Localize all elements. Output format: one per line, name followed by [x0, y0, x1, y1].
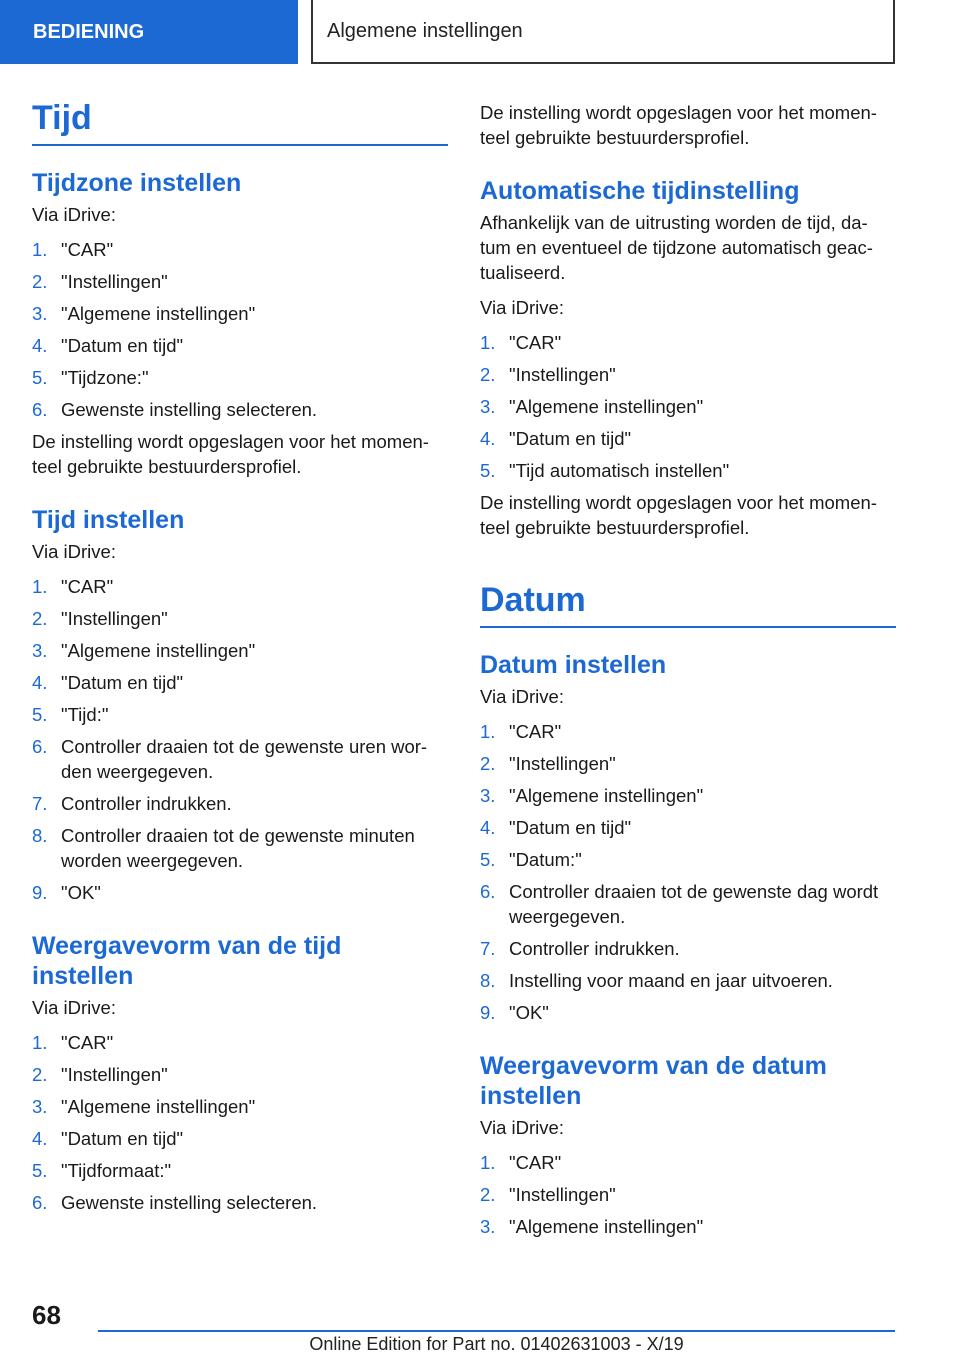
step-item	[32, 301, 448, 326]
heading-weergavevorm-tijd: Weergavevorm van de tijd instellen	[32, 932, 342, 990]
step-list	[32, 237, 448, 422]
step-text: "Algemene instellingen"	[509, 1216, 704, 1237]
step-text: "Tijdformaat:"	[61, 1160, 172, 1181]
step-item	[32, 606, 448, 631]
step-text: "OK"	[509, 1002, 549, 1023]
step-number: 1.	[32, 1032, 48, 1053]
step-text: "Tijd:"	[61, 704, 109, 725]
step-number: 6.	[32, 736, 48, 757]
step-number: 9.	[480, 1002, 496, 1023]
step-item	[32, 365, 448, 390]
step-number: 2.	[480, 364, 496, 385]
step-list	[480, 330, 896, 483]
intro-text: Via iDrive:	[32, 204, 116, 225]
step-text: "Datum en tijd"	[61, 335, 184, 356]
step-text: "CAR"	[509, 721, 562, 742]
step-number: 4.	[32, 335, 48, 356]
step-number: 2.	[480, 1184, 496, 1205]
step-number: 3.	[32, 640, 48, 661]
step-text: "Instellingen"	[61, 271, 168, 292]
step-text: Controller draaien tot de gewenste uren wor-den weergegeven.	[61, 736, 428, 782]
step-item	[32, 397, 448, 422]
step-item	[480, 968, 896, 993]
intro-text: Via iDrive:	[480, 686, 564, 707]
step-text: "Algemene instellingen"	[61, 640, 256, 661]
step-text: "Tijdzone:"	[61, 367, 149, 388]
step-text: "Algemene instellingen"	[509, 785, 704, 806]
step-number: 1.	[480, 1152, 496, 1173]
step-text: "Tijd automatisch instellen"	[509, 460, 730, 481]
step-number: 3.	[32, 1096, 48, 1117]
step-number: 2.	[480, 753, 496, 774]
step-number: 7.	[480, 938, 496, 959]
step-item	[480, 879, 896, 929]
step-item	[480, 1214, 896, 1239]
step-text: "Instellingen"	[61, 1064, 168, 1085]
intro-text: Via iDrive:	[32, 997, 116, 1018]
step-item	[32, 269, 448, 294]
step-number: 7.	[32, 793, 48, 814]
step-text: Gewenste instelling selecteren.	[61, 399, 318, 420]
step-text: Controller draaien tot de gewenste dag wordt weergegeven.	[509, 881, 879, 927]
step-list	[32, 1030, 448, 1215]
step-item	[480, 719, 896, 744]
step-number: 1.	[32, 576, 48, 597]
step-number: 3.	[32, 303, 48, 324]
step-text: "CAR"	[61, 239, 114, 260]
step-item	[32, 823, 448, 873]
step-item	[480, 426, 896, 451]
step-list	[480, 1150, 896, 1239]
description-text: Afhankelijk van de uitrusting worden de tijd, da-tum en eventueel de tijdzone automatisch geac-tualiseerd.	[480, 212, 873, 283]
step-item	[480, 751, 896, 776]
step-number: 5.	[32, 704, 48, 725]
step-item	[480, 394, 896, 419]
step-item	[32, 791, 448, 816]
step-text: "Algemene instellingen"	[509, 396, 704, 417]
step-number: 5.	[480, 460, 496, 481]
step-text: Controller indrukken.	[61, 793, 232, 814]
step-item	[32, 1062, 448, 1087]
step-number: 2.	[32, 608, 48, 629]
step-item	[32, 333, 448, 358]
step-number: 2.	[32, 271, 48, 292]
step-number: 3.	[480, 785, 496, 806]
step-text: "Datum en tijd"	[61, 672, 184, 693]
heading-tijd-instellen: Tijd instellen	[32, 506, 185, 534]
step-item	[32, 734, 448, 784]
step-number: 9.	[32, 882, 48, 903]
step-text: "Algemene instellingen"	[61, 1096, 256, 1117]
step-item	[480, 847, 896, 872]
step-text: "CAR"	[509, 332, 562, 353]
step-item	[32, 1030, 448, 1055]
step-text: "Instellingen"	[509, 1184, 616, 1205]
heading-datum-instellen: Datum instellen	[480, 651, 667, 679]
step-item	[32, 1190, 448, 1215]
step-number: 5.	[32, 1160, 48, 1181]
title-datum: Datum	[480, 580, 896, 628]
step-item	[32, 880, 448, 905]
intro-text: Via iDrive:	[480, 1117, 564, 1138]
step-number: 4.	[32, 672, 48, 693]
step-list	[32, 574, 448, 905]
step-text: "Algemene instellingen"	[61, 303, 256, 324]
step-text: "Datum en tijd"	[509, 428, 632, 449]
step-item	[480, 936, 896, 961]
step-text: Controller draaien tot de gewenste minuten worden weergegeven.	[61, 825, 415, 871]
step-item	[480, 330, 896, 355]
page-number: 68	[32, 1300, 61, 1330]
header-section-label: BEDIENING	[33, 20, 145, 43]
step-number: 3.	[480, 1216, 496, 1237]
header-chapter	[311, 0, 895, 64]
step-item	[32, 670, 448, 695]
step-item	[32, 1158, 448, 1183]
step-text: "Datum en tijd"	[509, 817, 632, 838]
step-number: 2.	[32, 1064, 48, 1085]
step-item	[32, 1126, 448, 1151]
note-text: De instelling wordt opgeslagen voor het momen-teel gebruikte bestuurdersprofiel.	[480, 492, 877, 538]
step-number: 8.	[480, 970, 496, 991]
heading-automatische-tijd: Automatische tijdinstelling	[480, 177, 800, 205]
step-text: "CAR"	[61, 1032, 114, 1053]
step-text: Gewenste instelling selecteren.	[61, 1192, 318, 1213]
note-text: De instelling wordt opgeslagen voor het momen-teel gebruikte bestuurdersprofiel.	[480, 102, 877, 148]
step-number: 6.	[480, 881, 496, 902]
header-chapter-label: Algemene instellingen	[327, 19, 523, 42]
step-item	[480, 1000, 896, 1025]
step-text: Controller indrukken.	[509, 938, 680, 959]
heading-tijdzone: Tijdzone instellen	[32, 169, 242, 197]
step-text: "CAR"	[509, 1152, 562, 1173]
step-number: 4.	[480, 817, 496, 838]
step-number: 5.	[480, 849, 496, 870]
note-text: De instelling wordt opgeslagen voor het momen-teel gebruikte bestuurdersprofiel.	[32, 431, 429, 477]
step-list	[480, 719, 896, 1025]
step-number: 4.	[480, 428, 496, 449]
step-text: "Instellingen"	[509, 753, 616, 774]
step-item	[32, 702, 448, 727]
step-text: "Datum en tijd"	[61, 1128, 184, 1149]
step-number: 1.	[32, 239, 48, 260]
step-text: "Instellingen"	[509, 364, 616, 385]
header-section	[0, 0, 298, 64]
step-item	[32, 237, 448, 262]
step-text: "CAR"	[61, 576, 114, 597]
step-number: 5.	[32, 367, 48, 388]
step-text: "Datum:"	[509, 849, 582, 870]
step-number: 3.	[480, 396, 496, 417]
step-item	[32, 574, 448, 599]
footer-edition: Online Edition for Part no. 01402631003 - X/19	[309, 1334, 684, 1354]
step-number: 1.	[480, 721, 496, 742]
step-text: "OK"	[61, 882, 101, 903]
intro-text: Via iDrive:	[480, 297, 564, 318]
right-column	[480, 100, 896, 1246]
step-item	[480, 362, 896, 387]
intro-text: Via iDrive:	[32, 541, 116, 562]
title-tijd: Tijd	[32, 98, 448, 146]
step-number: 4.	[32, 1128, 48, 1149]
step-item	[480, 1182, 896, 1207]
step-item	[480, 1150, 896, 1175]
step-text: "Instellingen"	[61, 608, 168, 629]
step-number: 6.	[32, 399, 48, 420]
step-item	[32, 1094, 448, 1119]
step-number: 8.	[32, 825, 48, 846]
step-item	[32, 638, 448, 663]
footer-divider	[98, 1330, 895, 1332]
step-item	[480, 815, 896, 840]
step-item	[480, 783, 896, 808]
step-number: 6.	[32, 1192, 48, 1213]
step-number: 1.	[480, 332, 496, 353]
heading-weergavevorm-datum: Weergavevorm van de datum instellen	[480, 1052, 827, 1110]
left-column	[32, 98, 448, 1222]
step-text: Instelling voor maand en jaar uitvoeren.	[509, 970, 833, 991]
step-item	[480, 458, 896, 483]
